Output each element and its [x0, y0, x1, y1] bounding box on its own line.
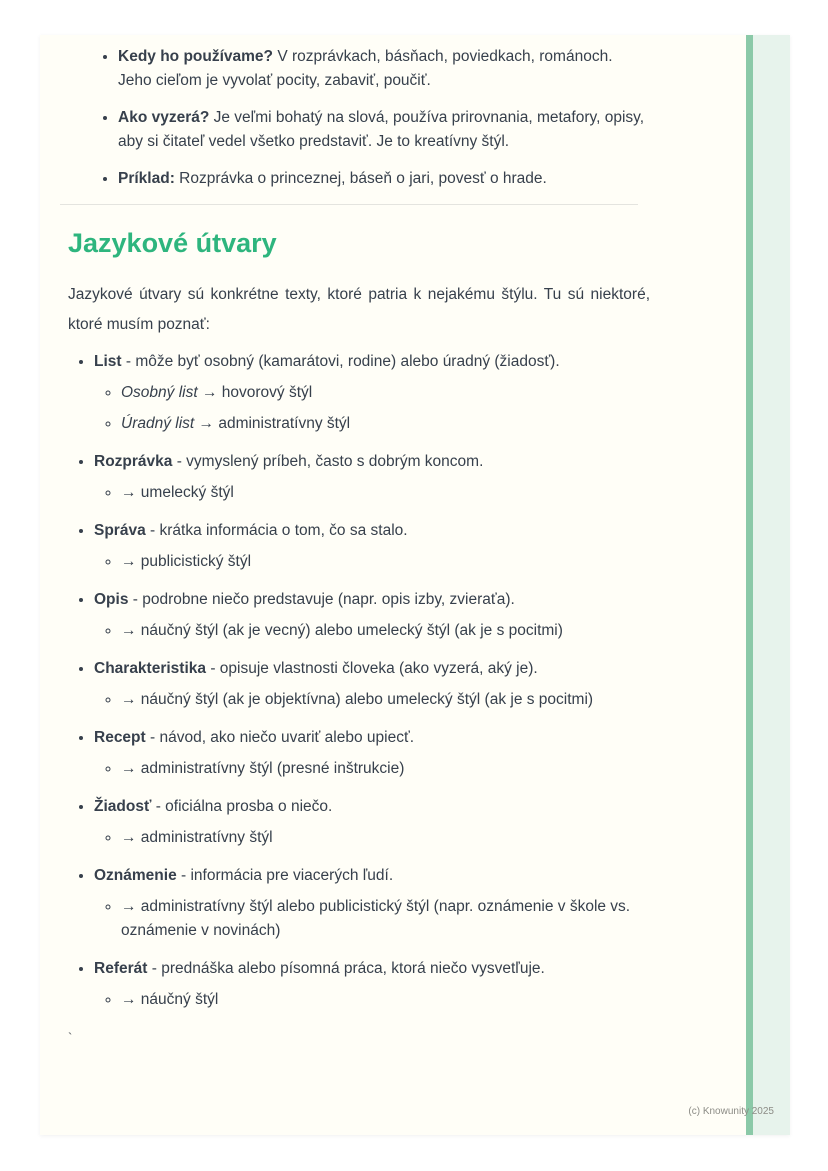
- stray-backtick-mark: `: [68, 1030, 73, 1045]
- sub-text: → administratívny štýl alebo publicistický štýl (napr. oznámenie v škole vs. oznámenie v novinách): [121, 898, 631, 939]
- sub-list: [94, 757, 650, 781]
- sub-list-item: [121, 988, 650, 1012]
- sub-list: [94, 988, 650, 1012]
- sub-text: → umelecký štýl: [121, 484, 234, 501]
- section-divider: [60, 204, 638, 205]
- term-bold: Charakteristika: [94, 660, 207, 677]
- sub-list-item: [121, 757, 650, 781]
- sub-list-item: [121, 619, 650, 643]
- sub-list: [94, 688, 650, 712]
- term-desc: - podrobne niečo predstavuje (napr. opis izby, zvieraťa).: [128, 591, 515, 608]
- sub-text: → hovorový štýl: [197, 384, 313, 401]
- term-desc: - krátka informácia o tom, čo sa stalo.: [145, 522, 408, 539]
- sub-list: [94, 381, 650, 436]
- list-item: [94, 350, 650, 436]
- term-desc: - návod, ako niečo uvariť alebo upiecť.: [145, 729, 415, 746]
- list-item: [94, 795, 650, 850]
- sub-list-item: [121, 688, 650, 712]
- sub-text: → administratívny štýl: [194, 415, 351, 432]
- page-title: Jazykové útvary: [68, 228, 277, 258]
- sub-italic: Osobný list: [121, 384, 198, 401]
- term-desc: - oficiálna prosba o niečo.: [151, 798, 333, 815]
- list-item: [118, 167, 650, 191]
- term-bold: Oznámenie: [94, 867, 177, 884]
- term-desc: - opisuje vlastnosti človeka (ako vyzerá, aký je).: [206, 660, 538, 677]
- sub-list: [94, 895, 650, 943]
- term-bold: Referát: [94, 960, 148, 977]
- term-bold: Správa: [94, 522, 146, 539]
- sub-list-item: [121, 381, 650, 405]
- bullet-text: V rozprávkach, básňach, poviedkach, románoch. Jeho cieľom je vyvolať pocity, zabaviť, poučiť.: [118, 48, 613, 89]
- bullet-lead-bold: Kedy ho používame?: [118, 48, 274, 65]
- term-bold: Rozprávka: [94, 453, 173, 470]
- list-item: [94, 519, 650, 574]
- term-bold: Opis: [94, 591, 129, 608]
- page-content: [40, 35, 650, 1050]
- sub-italic: Úradný list: [121, 415, 195, 432]
- section-intro-paragraph: Jazykové útvary sú konkrétne texty, ktoré patria k nejakému štýlu. Tu sú niektoré, ktoré musím poznať:: [68, 286, 650, 333]
- sub-list-item: [121, 826, 650, 850]
- list-item: [118, 106, 650, 154]
- list-item: [94, 957, 650, 1012]
- term-desc: - prednáška alebo písomná práca, ktorá niečo vysvetľuje.: [147, 960, 545, 977]
- sub-list-item: [121, 550, 650, 574]
- right-accent-stripe-panel: [753, 35, 790, 1135]
- sub-list: [94, 550, 650, 574]
- list-item: [94, 726, 650, 781]
- bullet-lead-bold: Príklad:: [118, 170, 175, 187]
- right-accent-stripe-line: [746, 35, 753, 1135]
- sub-list-item: [121, 481, 650, 505]
- sub-text: → náučný štýl (ak je objektívna) alebo umelecký štýl (ak je s pocitmi): [121, 691, 594, 708]
- sub-list: [94, 481, 650, 505]
- utvary-list: [68, 350, 650, 1012]
- bullet-lead-bold: Ako vyzerá?: [118, 109, 210, 126]
- sub-text: → administratívny štýl: [121, 829, 273, 846]
- sub-text: → náučný štýl: [121, 991, 219, 1008]
- term-bold: Žiadosť: [94, 798, 152, 815]
- sub-text: → náučný štýl (ak je vecný) alebo umelecký štýl (ak je s pocitmi): [121, 622, 563, 639]
- term-desc: - vymyslený príbeh, často s dobrým koncom.: [172, 453, 484, 470]
- sub-list-item: [121, 412, 650, 436]
- sub-list: [94, 619, 650, 643]
- term-desc: - môže byť osobný (kamarátovi, rodine) alebo úradný (žiadosť).: [121, 353, 560, 370]
- list-item: [118, 45, 650, 93]
- sub-text: → administratívny štýl (presné inštrukcie): [121, 760, 405, 777]
- sub-list: [94, 826, 650, 850]
- document-page-card: [40, 35, 790, 1135]
- list-item: [94, 588, 650, 643]
- sub-list-item: [121, 895, 650, 943]
- copyright-footer: (c) Knowunity 2025: [688, 1106, 774, 1117]
- list-item: [94, 864, 650, 943]
- bullet-text: Rozprávka o princeznej, báseň o jari, povesť o hrade.: [174, 170, 547, 187]
- term-desc: - informácia pre viacerých ľudí.: [176, 867, 394, 884]
- list-item: [94, 450, 650, 505]
- term-bold: List: [94, 353, 122, 370]
- bullet-text: Je veľmi bohatý na slová, používa prirovnania, metafory, opisy, aby si čitateľ vedel všetko predstaviť. Je to kreatívny štýl.: [118, 109, 645, 150]
- term-bold: Recept: [94, 729, 146, 746]
- sub-text: → publicistický štýl: [121, 553, 252, 570]
- list-item: [94, 657, 650, 712]
- intro-bullet-list: [68, 45, 650, 191]
